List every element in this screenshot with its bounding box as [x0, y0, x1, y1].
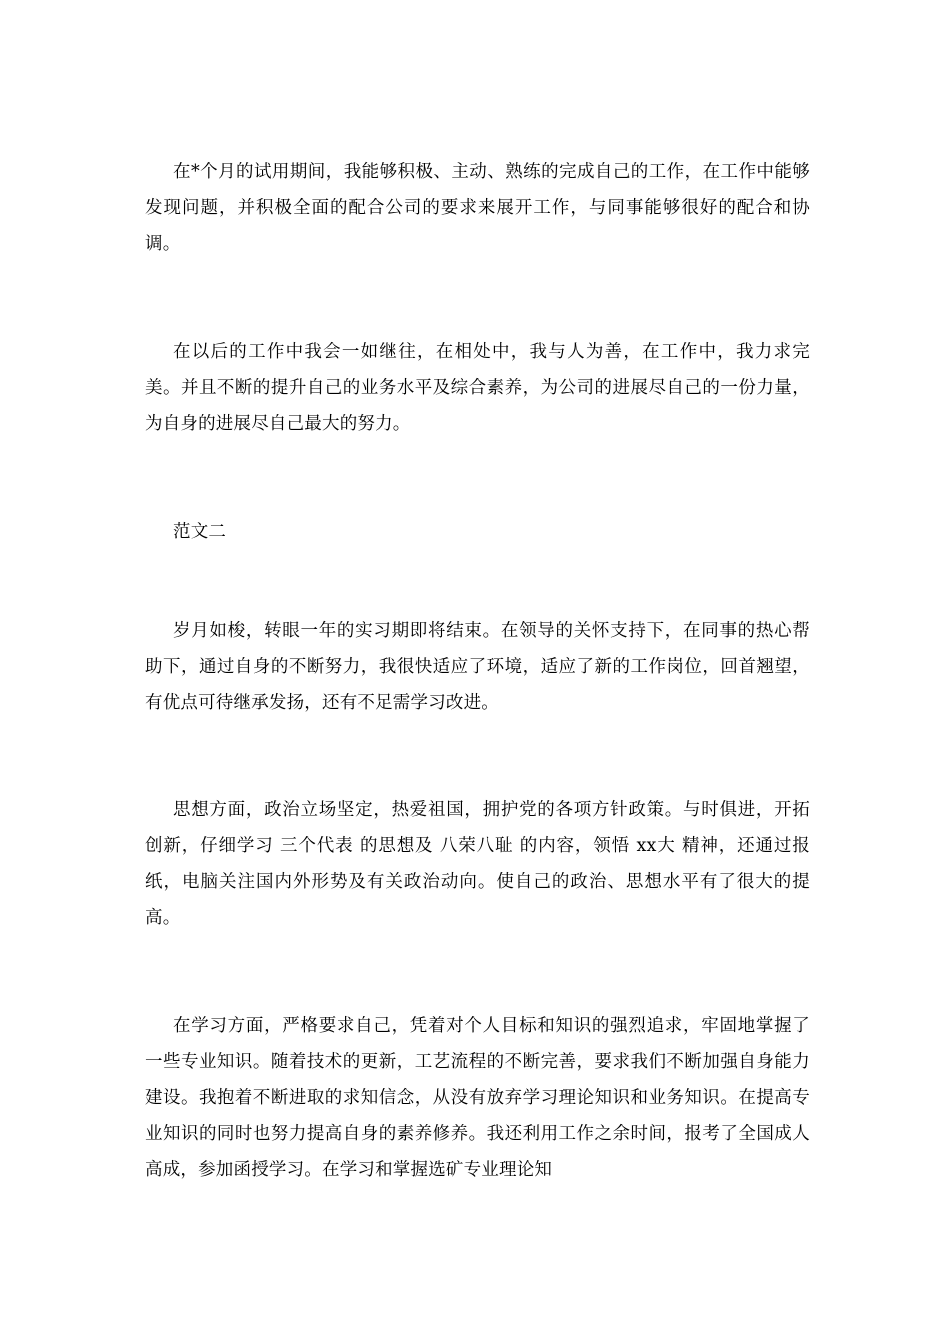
- paragraph-internship-intro: 岁月如梭，转眼一年的实习期即将结束。在领导的关怀支持下，在同事的热心帮助下，通过自身的不断努力，我很快适应了环境，适应了新的工作岗位，回首翘望，有优点可待继承发扬，还有不足需学习改进。: [145, 621, 810, 713]
- section-heading-sample-two: 范文二: [173, 522, 227, 542]
- paragraph-study: 在学习方面，严格要求自己，凭着对个人目标和知识的强烈追求，牢固地掌握了一些专业知识。随着技术的更新，工艺流程的不断完善，要求我们不断加强自身能力建设。我抱着不断进取的求知信念，从没有放弃学习理论知识和业务知识。在提高专业知识的同时也努力提高自身的素养修养。我还利用工作之余时间，报考了全国成人高成，参加函授学习。在学习和掌握选矿专业理论知: [145, 1016, 810, 1180]
- paragraph-probation-summary: 在*个月的试用期间，我能够积极、主动、熟练的完成自己的工作，在工作中能够发现问题，并积极全面的配合公司的要求来展开工作，与同事能够很好的配合和协调。: [145, 162, 810, 254]
- paragraph-ideology: 思想方面，政治立场坚定，热爱祖国，拥护党的各项方针政策。与时俱进，开拓创新，仔细学习 三个代表 的思想及 八荣八耻 的内容，领悟 xx大 精神，还通过报纸，电脑关注国内外形势及有关政治动向。使自己的政治、思想水平有了很大的提高。: [145, 800, 810, 928]
- paragraph-future-commitment: 在以后的工作中我会一如继往，在相处中，我与人为善，在工作中，我力求完美。并且不断的提升自己的业务水平及综合素养，为公司的进展尽自己的一份力量，为自身的进展尽自己最大的努力。: [145, 342, 810, 434]
